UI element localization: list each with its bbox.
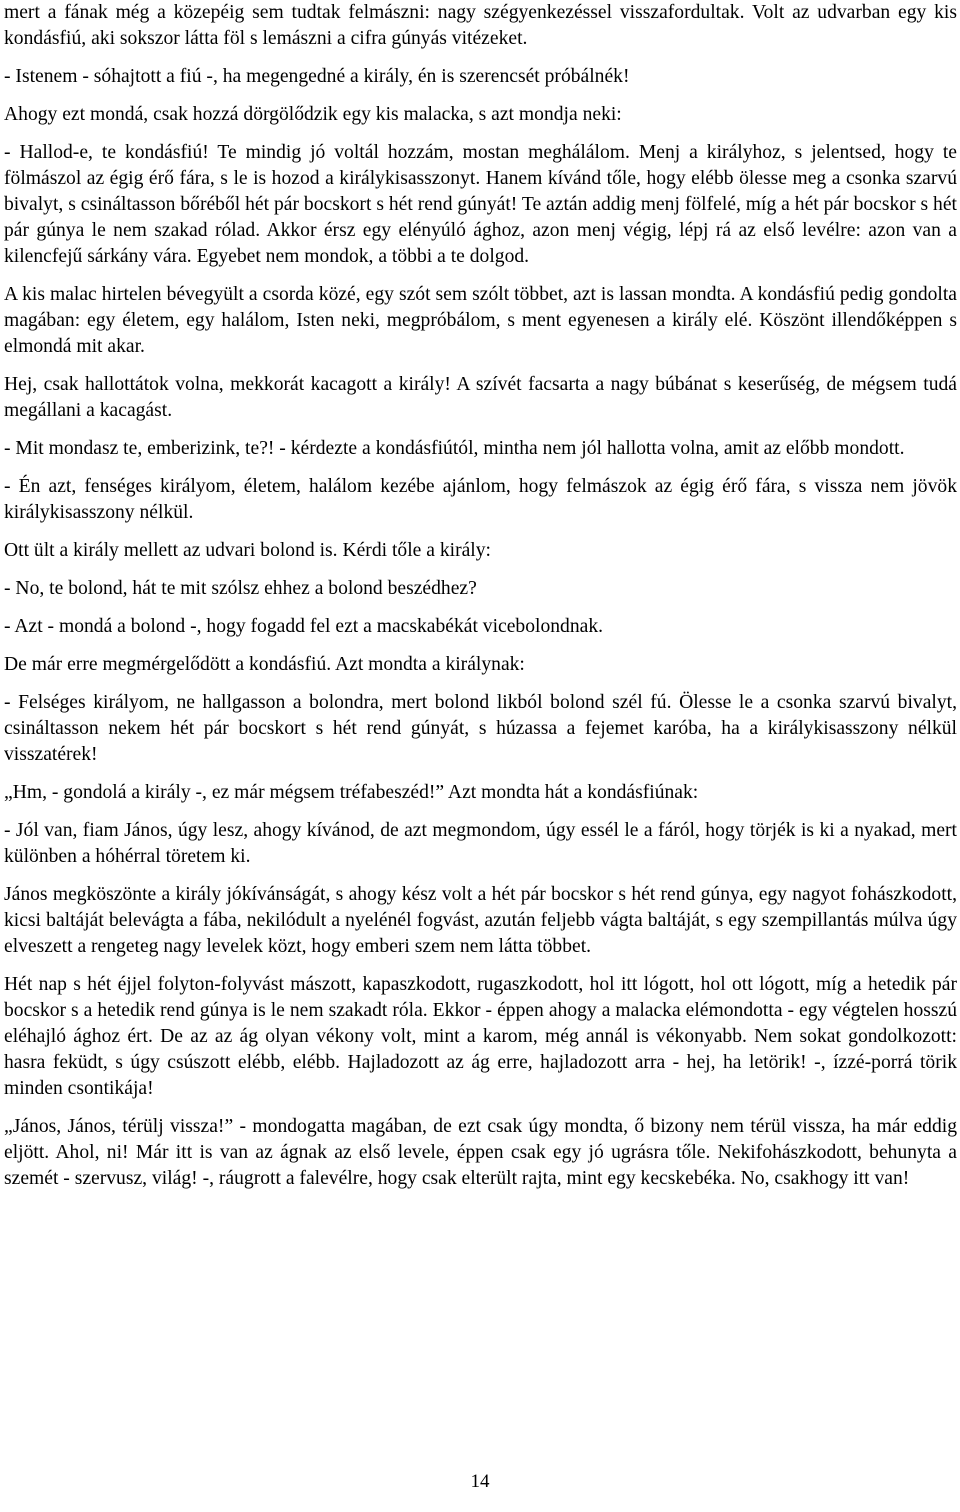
paragraph: Hét nap s hét éjjel folyton-folyvást mászott, kapaszkodott, rugaszkodott, hol itt lógott, hol ott lógott, míg a hetedik pár bocskor s a hetedik rend gúnya is le nem szakadt róla. Ekkor - éppen ahogy a malacka elémondotta - egy végtelen hosszú eléhajló ághoz ért. De az az ág olyan vékony volt, mint a karom, még annál is vékonyabb. Nem sokat gondolkozott: hasra feküdt, s úgy csúszott elébb, elébb. Hajladozott az ág erre, hajladozott arra - hej, ha letörik! -, ízzé-porrá törik minden csontikája! bbox=[4, 974, 957, 1099]
paragraph: - Felséges királyom, ne hallgasson a bolondra, mert bolond likból bolond szél fú. Ölesse le a csonka szarvú bivalyt, csináltasson nekem hét pár bocskort s hét rend gúnyát, s húzassa a fejemet karóba, ha a királykisasszony nélkül visszatérek! bbox=[4, 692, 957, 765]
paragraph: - Én azt, fenséges királyom, életem, halálom kezébe ajánlom, hogy felmászok az égig érő fára, s vissza nem jövök királykisasszony nélkül. bbox=[4, 476, 957, 523]
page-number: 14 bbox=[470, 1471, 490, 1492]
paragraph: - Istenem - sóhajtott a fiú -, ha megengedné a király, én is szerencsét próbálnék! bbox=[4, 66, 630, 87]
paragraph: János megköszönte a király jókívánságát, s ahogy kész volt a hét pár bocskor s hét rend gúnya, egy nagyot fohászkodott, kicsi baltáját belevágta a fába, nekilódult a nyelénél fogvást, azután feljebb vágta baltáját, s egy szempillantás múlva úgy elveszett a rengeteg nagy levelek közt, hogy emberi szem nem látta többet. bbox=[4, 884, 957, 957]
paragraph: - Mit mondasz te, emberizink, te?! - kérdezte a kondásfiútól, mintha nem jól hallotta volna, amit az előbb mondott. bbox=[4, 438, 905, 459]
paragraph: Hej, csak hallottátok volna, mekkorát kacagott a király! A szívét facsarta a nagy búbánat s keserűség, de mégsem tudá megállani a kacagást. bbox=[4, 374, 957, 421]
paragraph: „János, János, térülj vissza!” - mondogatta magában, de ezt csak úgy mondta, ő bizony nem térül vissza, ha már eddig eljött. Ahol, ni! Már itt is van az ágnak az első levele, éppen csak egy jó ugrásra tőle. Nekifohászkodott, behunyta a szemét - szervusz, világ! -, ráugrott a falevélre, hogy csak elterült rajta, mint egy kecskebéka. No, csakhogy itt van! bbox=[4, 1116, 957, 1189]
paragraph: A kis malac hirtelen bévegyült a csorda közé, egy szót sem szólt többet, azt is lassan mondta. A kondásfiú pedig gondolta magában: egy életem, egy halálom, Isten neki, megpróbálom, s ment egyenesen a király elé. Köszönt illendőképpen s elmondá mit akar. bbox=[4, 284, 957, 357]
paragraph: - No, te bolond, hát te mit szólsz ehhez a bolond beszédhez? bbox=[4, 578, 477, 599]
paragraph: - Hallod-e, te kondásfiú! Te mindig jó voltál hozzám, mostan meghálálom. Menj a királyhoz, s jelentsed, hogy te fölmászol az égig érő fára, s le is hozod a királykisasszonyt. Hanem kívánd tőle, hogy elébb ölesse meg a csonka szarvú bivalyt, s csináltasson bőréből hét pár bocskort s hét rend gúnyát! Te aztán addig menj fölfelé, míg a hét pár bocskor s hét pár gúnya le nem szakad rólad. Akkor érsz egy elényúló ághoz, azon menj végig, lépj rá az első levélre: azon van a kilencfejű sárkány vára. Egyebet nem mondok, a többi a te dolgod. bbox=[4, 142, 957, 267]
paragraph: - Jól van, fiam János, úgy lesz, ahogy kívánod, de azt megmondom, úgy essél le a fáról, hogy törjék is ki a nyakad, mert különben a hóhérral töretem ki. bbox=[4, 820, 957, 867]
document-page bbox=[4, 0, 957, 1440]
paragraph: Ott ült a király mellett az udvari bolond is. Kérdi tőle a király: bbox=[4, 540, 491, 561]
paragraph: - Azt - mondá a bolond -, hogy fogadd fel ezt a macskabékát vicebolondnak. bbox=[4, 616, 604, 637]
paragraph: „Hm, - gondolá a király -, ez már mégsem tréfabeszéd!” Azt mondta hát a kondásfiúnak: bbox=[4, 782, 699, 803]
paragraph: Ahogy ezt mondá, csak hozzá dörgölődzik egy kis malacka, s azt mondja neki: bbox=[4, 104, 622, 125]
paragraph: mert a fának még a közepéig sem tudtak felmászni: nagy szégyenkezéssel visszafordultak. Volt az udvarban egy kis kondásfiú, aki sokszor látta föl s lemászni a cifra gúnyás vitézeket. bbox=[4, 2, 957, 49]
paragraph: De már erre megmérgelődött a kondásfiú. Azt mondta a királynak: bbox=[4, 654, 525, 675]
